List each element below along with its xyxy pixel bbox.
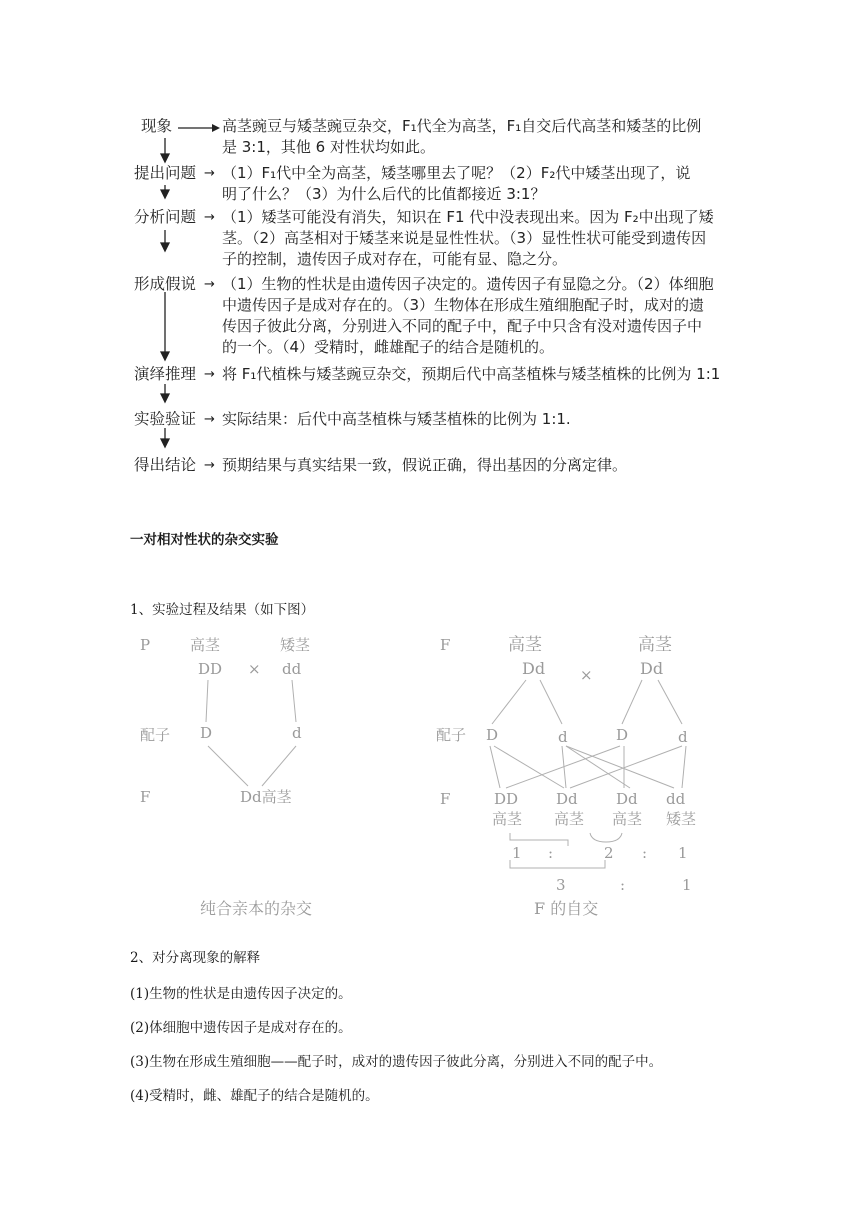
left-cross-sign: × [248, 660, 261, 678]
right-phenotype-3: 高茎 [612, 810, 643, 828]
step-label-question: 提出问题 [134, 164, 197, 182]
right-row-f: F [440, 790, 451, 808]
right-arrow-icon: → [204, 166, 215, 181]
step-desc-hypothesis [222, 274, 742, 358]
right-gamete-1: D [486, 726, 499, 744]
left-row-p: P [140, 636, 151, 654]
step-desc-verification [222, 409, 742, 430]
right-gamete-4: d [678, 728, 688, 746]
left-gamete-2: d [292, 724, 302, 742]
left-offspring: Dd高茎 [240, 788, 292, 806]
step-label-phenomenon: 现象 [141, 117, 173, 135]
summary-ratio-2: 1 [682, 876, 692, 894]
left-cross-diagram [140, 636, 312, 918]
summary-ratio-sep: : [620, 876, 626, 894]
point-4: (4)受精时，雌、雄配子的结合是随机的。 [130, 1088, 379, 1104]
desc-line: 明了什么？（3）为什么后代的比值都接近 3:1？ [222, 185, 546, 203]
step-desc-conclusion [222, 455, 742, 476]
ratio-3: 1 [678, 844, 688, 862]
right-parent-b: 高茎 [638, 635, 672, 655]
right-arrow-icon: → [204, 210, 215, 225]
point-3: (3)生物在形成生殖细胞——配子时，成对的遗传因子彼此分离，分别进入不同的配子中。 [130, 1054, 663, 1070]
step-label-deduction: 演绎推理 [134, 365, 197, 383]
right-caption: F 的自交 [534, 899, 599, 918]
right-phenotype-2: 高茎 [554, 810, 585, 828]
right-offspring-4: dd [666, 790, 686, 808]
ratio-sep-1: : [548, 844, 554, 862]
desc-line: 传因子彼此分离，分别进入不同的配子中，配子中只含有没对遗传因子中 [222, 317, 703, 335]
desc-line: 是 3:1，其他 6 对性状均如此。 [222, 138, 435, 156]
point-1: (1)生物的性状是由遗传因子决定的。 [130, 986, 352, 1002]
left-row-f: F [140, 788, 151, 806]
subsection-2-heading: 2、对分离现象的解释 [130, 950, 261, 966]
desc-line: 实际结果：后代中高茎植株与矮茎植株的比例为 1:1. [222, 410, 571, 428]
right-arrow-icon: → [204, 458, 215, 473]
cross-diagram [130, 628, 730, 928]
left-genotype-2: dd [282, 660, 302, 678]
desc-line: （1）矮茎可能没有消失，知识在 F1 代中没表现出来。因为 F₂中出现了矮 [222, 208, 714, 226]
right-row-gamete: 配子 [436, 726, 467, 744]
step-label-analysis: 分析问题 [134, 208, 197, 226]
summary-ratio-1: 3 [556, 876, 566, 894]
right-arrow-icon: → [204, 367, 215, 382]
right-phenotype-4: 矮茎 [666, 810, 697, 828]
right-genotype-2: Dd [640, 659, 664, 678]
right-arrow-icon: → [204, 277, 215, 292]
step-label-hypothesis: 形成假说 [134, 275, 197, 293]
left-parent-b: 矮茎 [280, 636, 311, 654]
section-title: 一对相对性状的杂交实验 [130, 532, 279, 548]
step-desc-analysis [222, 207, 742, 270]
right-row-p: F [440, 636, 451, 654]
right-offspring-2: Dd [556, 790, 578, 808]
right-cross-sign: × [580, 666, 593, 684]
left-gamete-1: D [200, 724, 213, 742]
step-label-conclusion: 得出结论 [134, 456, 197, 474]
step-desc-question [222, 163, 742, 205]
long-arrow-icon [178, 122, 222, 134]
ratio-1: 1 [512, 844, 522, 862]
ratio-2: 2 [604, 844, 614, 862]
desc-line: 预期结果与真实结果一致，假说正确，得出基因的分离定律。 [222, 456, 628, 474]
desc-line: 高茎豌豆与矮茎豌豆杂交，F₁代全为高茎，F₁自交后代高茎和矮茎的比例 [222, 117, 702, 135]
left-genotype-1: DD [198, 660, 223, 678]
desc-line: 中遗传因子是成对存在的。（3）生物体在形成生殖细胞配子时，成对的遗 [222, 296, 705, 314]
left-lines [206, 680, 296, 786]
right-gamete-2: d [558, 728, 568, 746]
left-row-gamete: 配子 [140, 726, 171, 744]
right-genotype-1: Dd [522, 659, 546, 678]
left-parent-a: 高茎 [190, 636, 221, 654]
right-arrow-icon: → [204, 412, 215, 427]
step-label-verification: 实验验证 [134, 410, 197, 428]
desc-line: 将 F₁代植株与矮茎豌豆杂交，预期后代中高茎植株与矮茎植株的比例为 1:1 [222, 365, 721, 383]
subsection-1-heading: 1、实验过程及结果（如下图） [130, 602, 315, 618]
right-phenotype-1: 高茎 [492, 810, 523, 828]
desc-line: 子的控制，遗传因子成对存在，可能有显、隐之分。 [222, 250, 568, 268]
desc-line: 茎。（2）高茎相对于矮茎来说是显性性状。（3）显性性状可能受到遗传因 [222, 229, 707, 247]
step-desc-phenomenon [222, 116, 742, 158]
right-parent-a: 高茎 [508, 635, 542, 655]
right-offspring-3: Dd [616, 790, 638, 808]
desc-line: （1）生物的性状是由遗传因子决定的。遗传因子有显隐之分。（2）体细胞 [222, 275, 714, 293]
step-desc-deduction [222, 364, 742, 385]
left-caption: 纯合亲本的杂交 [200, 899, 313, 918]
right-offspring-1: DD [494, 790, 519, 808]
desc-line: （1）F₁代中全为高茎，矮茎哪里去了呢？（2）F₂代中矮茎出现了，说 [222, 164, 691, 182]
right-cross-diagram [436, 635, 698, 918]
point-2: (2)体细胞中遗传因子是成对存在的。 [130, 1020, 352, 1036]
right-lines [490, 680, 686, 868]
desc-line: 的一个。（4）受精时，雌雄配子的结合是随机的。 [222, 338, 555, 356]
ratio-sep-2: : [642, 844, 648, 862]
right-gamete-3: D [616, 726, 629, 744]
